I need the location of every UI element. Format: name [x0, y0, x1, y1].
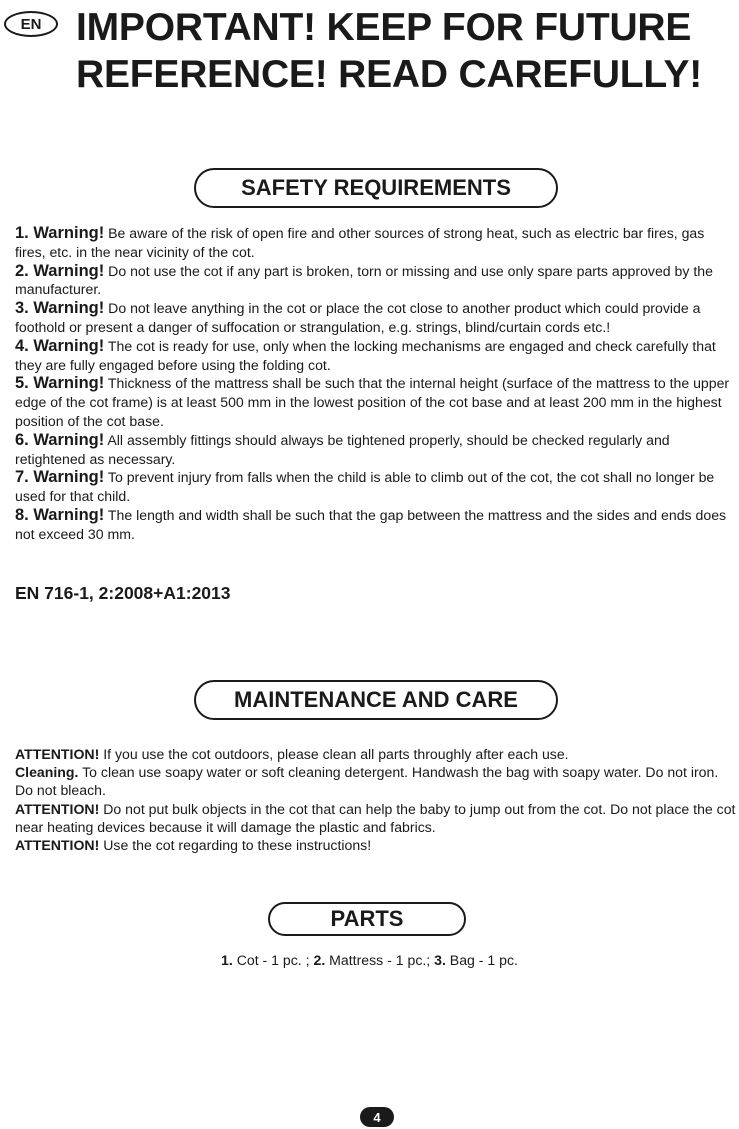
warning-item — [15, 224, 737, 262]
warning-text: Do not leave anything in the cot or place the cot close to another product which could provide a foothold or present a danger of suffocation or strangulation, e.g. strings, blind/curtain cords etc.! — [15, 300, 701, 335]
standard-reference: EN 716-1, 2:2008+A1:2013 — [15, 583, 231, 603]
parts-list — [0, 952, 739, 968]
warning-item — [15, 431, 737, 469]
safety-section-heading: SAFETY REQUIREMENTS — [194, 168, 558, 208]
language-badge: EN — [4, 11, 58, 37]
care-text: Use the cot regarding to these instructions! — [99, 837, 372, 854]
care-text: To clean use soapy water or soft cleaning detergent. Handwash the bag with soapy water. Do not iron. Do not bleach. — [15, 764, 719, 799]
part-number: 1. — [221, 952, 233, 968]
care-item — [15, 836, 739, 854]
warning-label: 7. Warning! — [15, 468, 105, 487]
warning-text: The cot is ready for use, only when the locking mechanisms are engaged and check carefully that they are fully engaged before using the folding cot. — [15, 337, 716, 373]
part-number: 2. — [313, 952, 326, 968]
parts-section-heading: PARTS — [268, 902, 466, 936]
warning-label: 8. Warning! — [15, 505, 105, 524]
warning-label: 4. Warning! — [15, 336, 105, 355]
care-item — [15, 745, 739, 763]
part-number: 3. — [434, 952, 446, 968]
warning-label: 2. Warning! — [15, 261, 105, 280]
warning-text: Be aware of the risk of open fire and other sources of strong heat, such as electric bar fires, gas fires, etc. in the near vicinity of the cot. — [15, 225, 705, 260]
title-line-2: REFERENCE! READ CAREFULLY! — [76, 53, 703, 96]
warning-label: 1. Warning! — [15, 224, 105, 242]
page-title — [76, 4, 702, 98]
maintenance-list — [15, 745, 739, 854]
page-number: 4 — [360, 1107, 394, 1127]
warning-item — [15, 337, 737, 375]
warning-text: To prevent injury from falls when the child is able to climb out of the cot, the cot shall no longer be used for that child. — [15, 469, 715, 505]
warning-text: Do not use the cot if any part is broken, torn or missing and use only spare parts approved by the manufacturer. — [15, 262, 713, 298]
warning-item — [15, 262, 737, 300]
warning-text: Thickness of the mattress shall be such that the internal height (surface of the mattress to the upper edge of the cot frame) is at least 500 mm in the lowest position of the cot base and at least 200 mm in the highest position of the cot base. — [15, 375, 730, 429]
care-item — [15, 763, 739, 799]
warning-item — [15, 468, 737, 506]
warning-label: 6. Warning! — [15, 430, 105, 449]
warning-label: 3. Warning! — [15, 299, 105, 318]
warning-text: All assembly fittings should always be tightened properly, should be checked regularly and retightened as necessary. — [15, 431, 670, 467]
safety-warnings-list — [15, 224, 737, 544]
maintenance-section-heading: MAINTENANCE AND CARE — [194, 680, 558, 720]
part-text: Mattress - 1 pc.; — [325, 952, 435, 968]
warning-item — [15, 506, 737, 544]
title-line-1: IMPORTANT! KEEP FOR FUTURE — [76, 6, 692, 49]
part-text: Cot - 1 pc. ; — [232, 952, 314, 968]
warning-text: The length and width shall be such that the gap between the mattress and the sides and ends does not exceed 30 mm. — [15, 506, 727, 542]
care-text: If you use the cot outdoors, please clean all parts throughly after each use. — [99, 746, 569, 762]
part-text: Bag - 1 pc. — [445, 952, 518, 968]
care-text: Do not put bulk objects in the cot that can help the baby to jump out from the cot. Do not place the cot near heating devices because it will damage the plastic and fabrics. — [15, 800, 736, 835]
care-label: ATTENTION! — [15, 800, 100, 817]
warning-item — [15, 299, 737, 337]
care-item — [15, 800, 739, 836]
care-label: Cleaning. — [15, 764, 79, 781]
warning-item — [15, 374, 737, 430]
care-label: ATTENTION! — [15, 837, 100, 854]
warning-label: 5. Warning! — [15, 374, 105, 393]
care-label: ATTENTION! — [15, 746, 100, 762]
